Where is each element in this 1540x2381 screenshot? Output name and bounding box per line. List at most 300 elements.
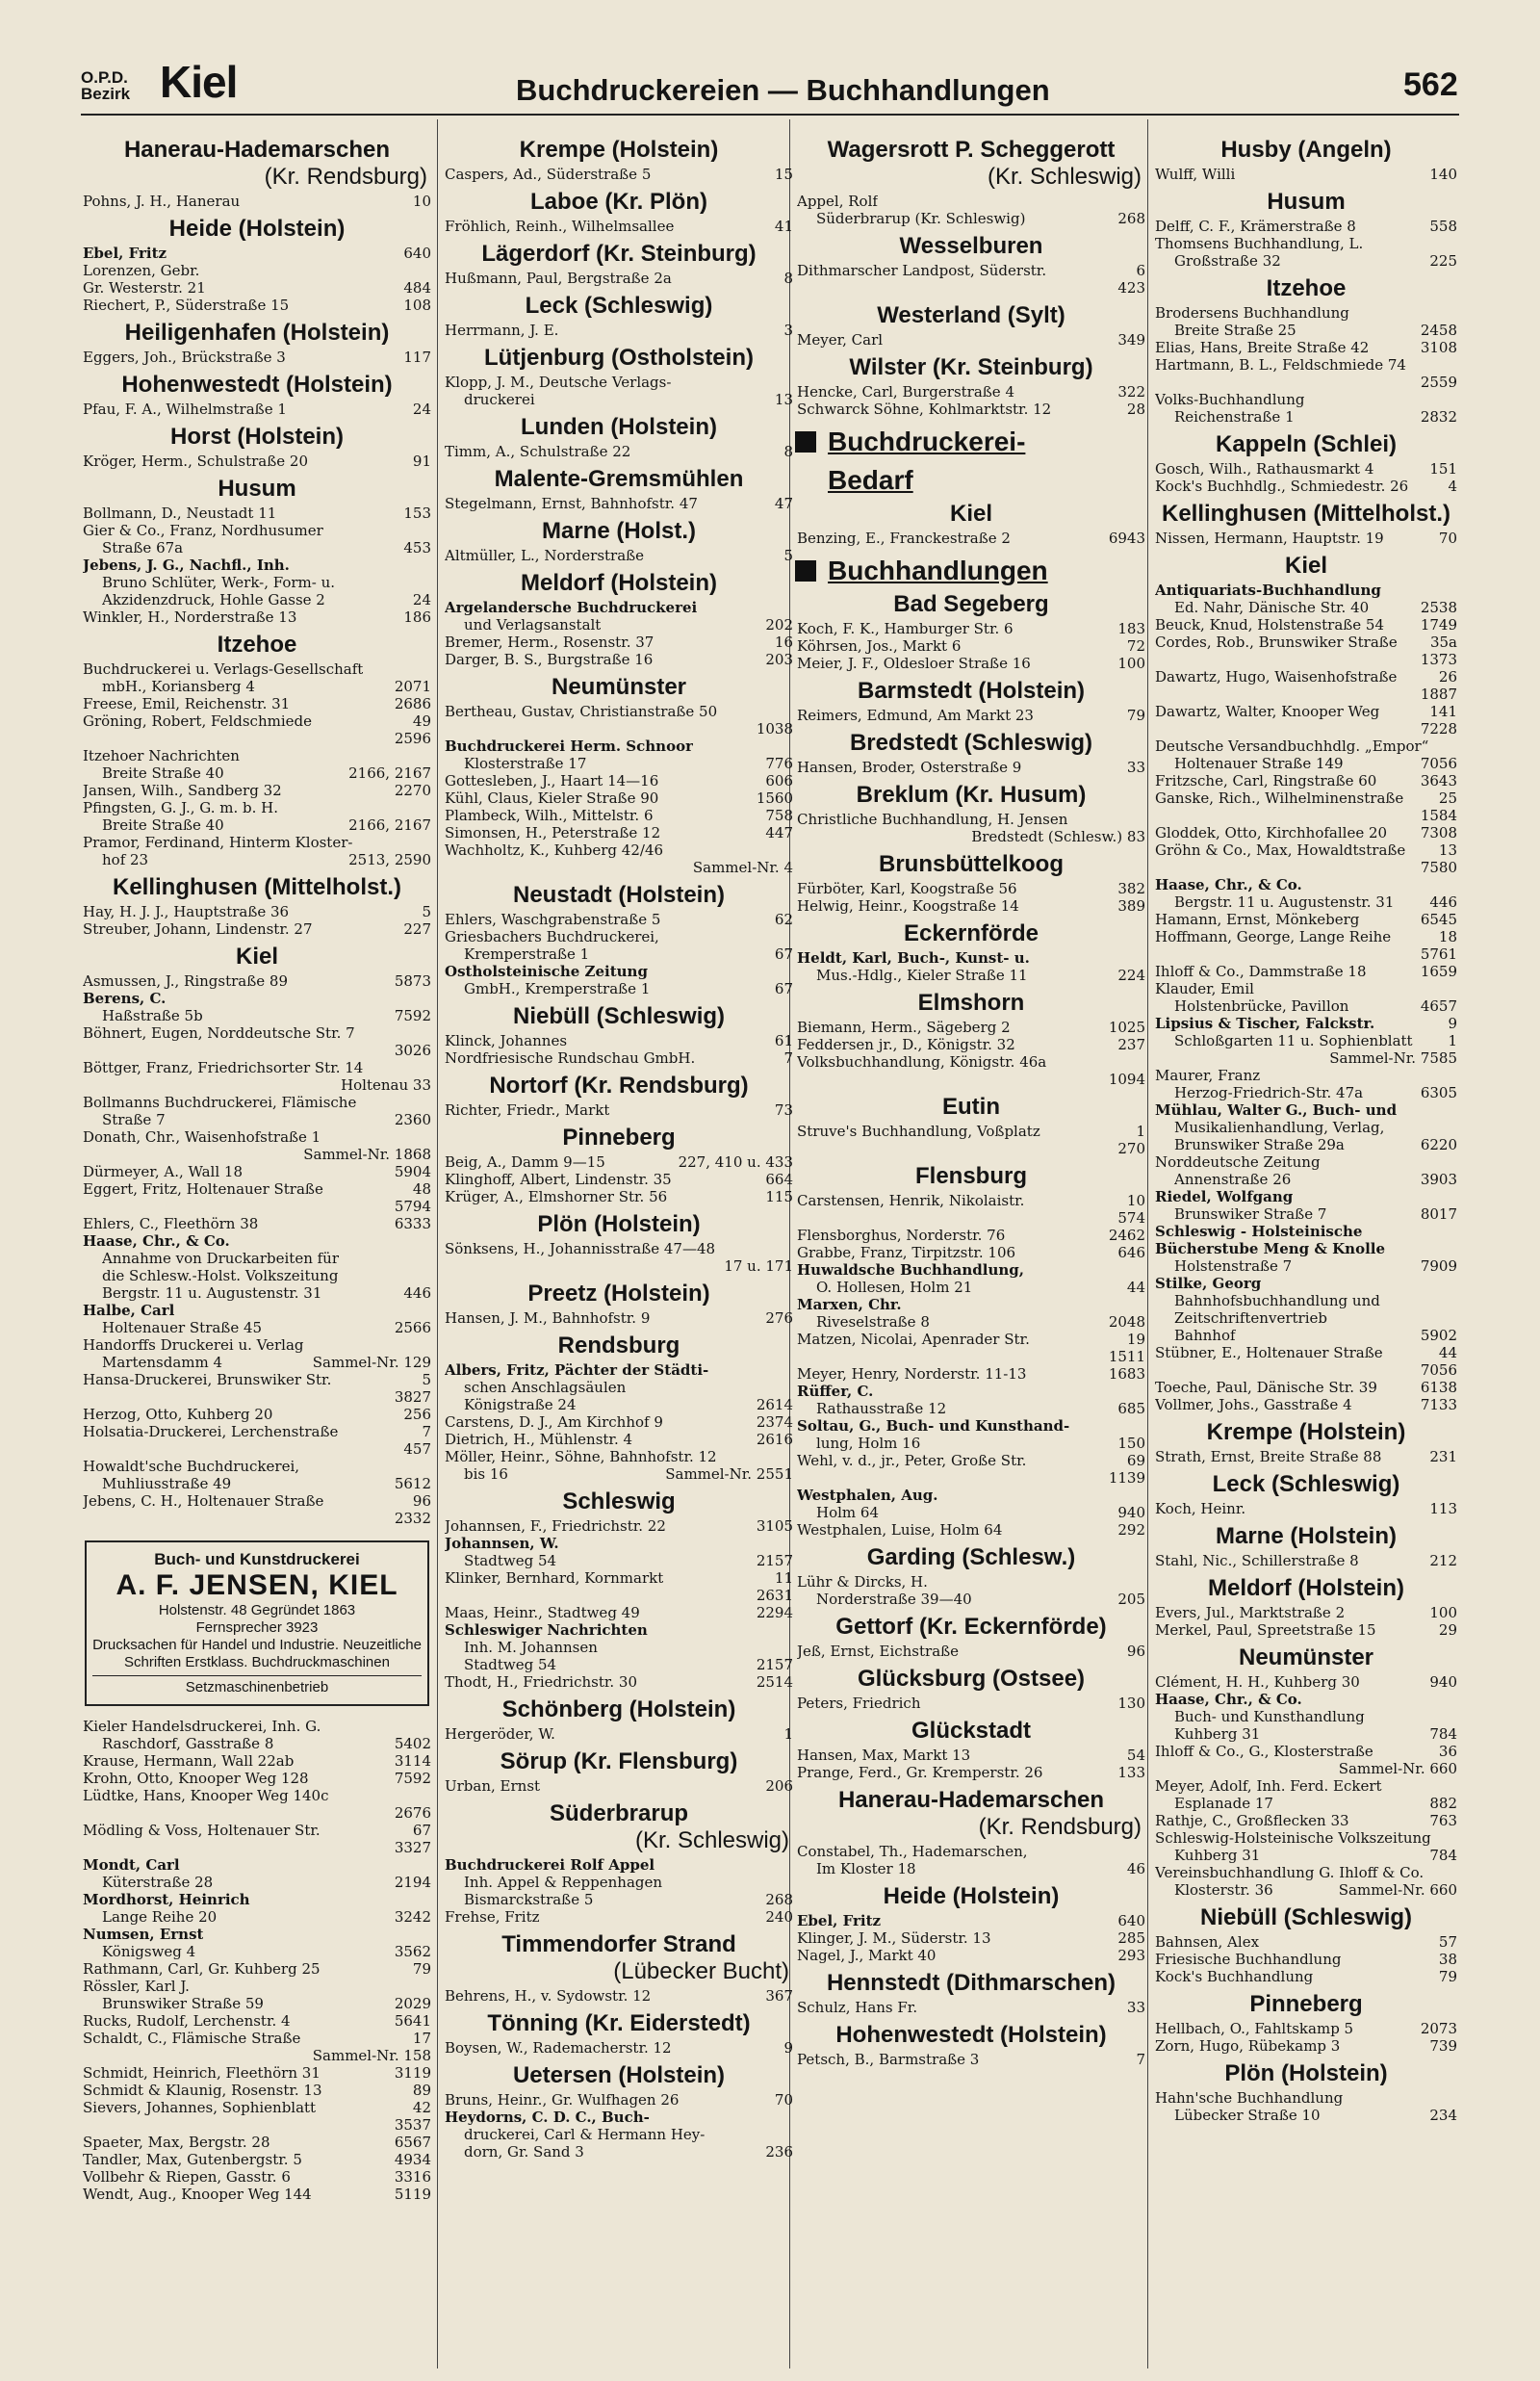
directory-entry — [1153, 1292, 1459, 1309]
entry-name: Vereinsbuchhandlung G. Ihloff & Co. — [1155, 1864, 1424, 1881]
entry-phone: 212 — [1429, 1552, 1457, 1569]
directory-entry — [1153, 252, 1459, 270]
entry-name: Huwaldsche Buchhandlung, — [797, 1261, 1025, 1279]
entry-phone: 5641 — [394, 2012, 431, 2030]
entry-phone: 685 — [1117, 1400, 1145, 1417]
directory-entry — [795, 949, 1147, 967]
location-heading: Malente-Gremsmühlen — [494, 466, 744, 492]
directory-entry — [1153, 876, 1459, 893]
entry-name: Kremperstraße 1 — [464, 945, 590, 963]
directory-entry — [1153, 1847, 1459, 1864]
entry-phone: 2270 — [394, 782, 431, 799]
entry-phone: 61 — [774, 1032, 793, 1049]
directory-entry — [443, 1874, 795, 1891]
ad-line: Fernsprecher 3923 — [195, 1619, 319, 1636]
directory-entry — [443, 1569, 795, 1587]
entry-phone: 38 — [1438, 1951, 1457, 1968]
ad-line: Buch- und Kunstdruckerei — [154, 1550, 360, 1568]
entry-name: Schmidt, Heinrich, Fleethörn 31 — [83, 2064, 321, 2082]
opd-label: O.P.D. — [81, 68, 128, 87]
entry-phone: 8017 — [1420, 1205, 1457, 1223]
location-heading: Lägerdorf (Kr. Steinburg) — [481, 241, 757, 267]
entry-phone: 13 — [1438, 841, 1457, 859]
entry-phone: 17 — [412, 2030, 431, 2047]
location-heading: Niebüll (Schleswig) — [512, 1003, 726, 1029]
directory-entry — [1153, 1188, 1459, 1205]
ad-company-name: A. F. JENSEN, KIEL — [116, 1569, 398, 1601]
column-divider — [437, 119, 438, 2368]
entry-phone: Sammel-Nr. 660 — [1338, 1881, 1457, 1899]
entry-name: Zorn, Hugo, Rübekamp 3 — [1155, 2037, 1341, 2055]
section-title: Bedarf — [828, 465, 913, 495]
directory-entry — [1153, 1760, 1459, 1777]
directory-entry — [443, 1725, 795, 1743]
entry-name: Ehlers, Waschgrabenstraße 5 — [445, 911, 661, 928]
directory-entry — [1153, 772, 1459, 789]
directory-entry — [443, 1171, 795, 1188]
entry-name: Schloßgarten 11 u. Sophienblatt — [1174, 1032, 1413, 1049]
directory-entry — [81, 1926, 433, 1943]
entry-phone: 1139 — [1108, 1469, 1145, 1487]
entry-phone: 225 — [1429, 252, 1457, 270]
entry-phone: 293 — [1117, 1947, 1145, 1964]
entry-name: Zeitschriftenvertrieb — [1174, 1309, 1327, 1327]
location-heading: Elmshorn — [917, 990, 1025, 1016]
entry-name: Klopp, J. M., Deutsche Verlags- — [445, 374, 672, 391]
page-header — [0, 0, 1540, 123]
entry-phone: 24 — [412, 401, 431, 418]
directory-entry — [1153, 1951, 1459, 1968]
entry-name: Heldt, Karl, Buch-, Kunst- u. — [797, 949, 1030, 967]
entry-phone: 423 — [1117, 279, 1145, 297]
entry-phone: 382 — [1117, 880, 1145, 897]
entry-name: dorn, Gr. Sand 3 — [464, 2143, 584, 2161]
directory-entry — [443, 1448, 795, 1465]
entry-phone: 882 — [1429, 1795, 1457, 1812]
directory-entry — [81, 1770, 433, 1787]
directory-entry — [81, 1787, 433, 1804]
directory-entry — [81, 1995, 433, 2012]
entry-name: Wulff, Willi — [1155, 166, 1236, 183]
entry-phone: 231 — [1429, 1448, 1457, 1465]
entry-phone: 2832 — [1420, 408, 1457, 426]
directory-entry — [81, 556, 433, 574]
directory-entry — [443, 1379, 795, 1396]
directory-entry — [1153, 1396, 1459, 1413]
entry-phone: 42 — [412, 2099, 431, 2116]
directory-entry — [1153, 1500, 1459, 1517]
entry-name: Dawartz, Walter, Knooper Weg — [1155, 703, 1380, 720]
directory-entry — [81, 2151, 433, 2168]
entry-phone: 44 — [1126, 1279, 1145, 1296]
directory-entry — [1153, 1205, 1459, 1223]
entry-name: Großstraße 32 — [1174, 252, 1281, 270]
entry-name: Freese, Emil, Reichenstr. 31 — [83, 695, 291, 712]
directory-entry — [81, 730, 433, 747]
directory-entry — [795, 1843, 1147, 1860]
entry-phone: 2514 — [756, 1673, 793, 1691]
entry-name: Mondt, Carl — [83, 1856, 180, 1874]
entry-name: GmbH., Kremperstraße 1 — [464, 980, 651, 997]
entry-name: Brunswiker Straße 7 — [1174, 1205, 1327, 1223]
entry-name: Herzog-Friedrich-Str. 47a — [1174, 1084, 1364, 1101]
entry-name: Hansen, Broder, Osterstraße 9 — [797, 759, 1022, 776]
entry-phone: 6 — [1136, 262, 1145, 279]
location-heading: Pinneberg — [562, 1125, 676, 1151]
entry-phone: 1659 — [1420, 963, 1457, 980]
entry-name: Möller, Heinr., Söhne, Bahnhofstr. 12 — [445, 1448, 717, 1465]
entry-phone: 151 — [1429, 460, 1457, 478]
entry-phone: Sammel-Nr. 4 — [692, 859, 793, 876]
entry-phone: 3026 — [394, 1042, 431, 1059]
directory-entry — [1153, 1621, 1459, 1639]
entry-name: Toeche, Paul, Dänische Str. 39 — [1155, 1379, 1377, 1396]
entry-name: Rathje, C., Großflecken 33 — [1155, 1812, 1349, 1829]
location-subheading: (Lübecker Bucht) — [613, 1958, 789, 1984]
entry-phone: 19 — [1126, 1331, 1145, 1348]
entry-phone: 2332 — [394, 1510, 431, 1527]
entry-phone: 7 — [1136, 2051, 1145, 2068]
directory-entry — [1153, 478, 1459, 495]
entry-name: Annenstraße 26 — [1174, 1171, 1292, 1188]
location-heading: Garding (Schlesw.) — [866, 1544, 1076, 1570]
directory-entry — [443, 824, 795, 841]
directory-entry — [81, 1094, 433, 1111]
directory-entry — [81, 2012, 433, 2030]
location-heading: Tönning (Kr. Eiderstedt) — [487, 2010, 751, 2036]
entry-name: Simonsen, H., Peterstraße 12 — [445, 824, 661, 841]
location-heading: Hennstedt (Dithmarschen) — [826, 1970, 1116, 1996]
entry-phone: 3114 — [394, 1752, 431, 1770]
entry-name: Darger, B. S., Burgstraße 16 — [445, 651, 654, 668]
directory-entry — [1153, 928, 1459, 945]
directory-entry — [443, 1240, 795, 1257]
directory-entry — [443, 651, 795, 668]
entry-name: Königsweg 4 — [102, 1943, 196, 1960]
entry-name: Soltau, G., Buch- und Kunsthand- — [797, 1417, 1070, 1435]
directory-entry — [795, 1209, 1147, 1227]
entry-phone: 70 — [774, 2091, 793, 2109]
location-heading: Niebüll (Schleswig) — [1199, 1904, 1413, 1930]
entry-name: Fröhlich, Reinh., Wilhelmsallee — [445, 218, 675, 235]
entry-phone: 1025 — [1108, 1019, 1145, 1036]
entry-name: Bertheau, Gustav, Christianstraße 50 — [445, 703, 718, 720]
entry-phone: 67 — [774, 945, 793, 963]
ad-line: Setzmaschinenbetrieb — [92, 1675, 422, 1696]
directory-entry — [443, 720, 795, 738]
location-heading: Neumünster — [551, 674, 687, 700]
entry-phone: 763 — [1429, 1812, 1457, 1829]
directory-entry — [81, 1943, 433, 1960]
directory-entry — [81, 1284, 433, 1302]
entry-name: Holtenauer Straße 45 — [102, 1319, 263, 1336]
directory-entry — [443, 807, 795, 824]
directory-entry — [81, 1960, 433, 1978]
entry-name: Fürböter, Karl, Koogstraße 56 — [797, 880, 1017, 897]
ad-line: Drucksachen für Handel und Industrie. Neuzeitliche Schriften Erstklass. Buchdruckmaschinen — [92, 1637, 422, 1670]
entry-name: Norderstraße 39—40 — [816, 1591, 972, 1608]
entry-name: Behrens, H., v. Sydowstr. 12 — [445, 1987, 652, 2005]
directory-entry — [81, 2082, 433, 2099]
location-heading: Flensburg — [914, 1163, 1027, 1189]
entry-name: Dürmeyer, A., Wall 18 — [83, 1163, 244, 1180]
entry-name: Küterstraße 28 — [102, 1874, 214, 1891]
entry-phone: 100 — [1117, 655, 1145, 672]
entry-phone: Sammel-Nr. 660 — [1338, 1760, 1457, 1777]
directory-entry — [1153, 166, 1459, 183]
entry-phone: 113 — [1429, 1500, 1457, 1517]
directory-entry — [1153, 1136, 1459, 1153]
directory-entry — [443, 1413, 795, 1431]
directory-entry — [81, 1874, 433, 1891]
directory-entry — [81, 1752, 433, 1770]
entry-name: Kröger, Herm., Schulstraße 20 — [83, 453, 308, 470]
entry-name: Koch, Heinr. — [1155, 1500, 1246, 1517]
directory-entry — [1153, 841, 1459, 859]
directory-entry — [795, 1521, 1147, 1539]
entry-phone: 237 — [1117, 1036, 1145, 1053]
entry-phone: 3903 — [1420, 1171, 1457, 1188]
entry-name: Tandler, Max, Gutenbergstr. 5 — [83, 2151, 302, 2168]
directory-entry — [795, 1764, 1147, 1781]
entry-name: Holstenbrücke, Pavillon — [1174, 997, 1349, 1015]
entry-name: Nissen, Hermann, Hauptstr. 19 — [1155, 530, 1384, 547]
directory-entry — [443, 599, 795, 616]
entry-phone: 6220 — [1420, 1136, 1457, 1153]
directory-entry — [81, 782, 433, 799]
page-number: 562 — [1403, 66, 1458, 103]
entry-phone: Holtenau 33 — [341, 1076, 431, 1094]
entry-phone: 5794 — [394, 1198, 431, 1215]
entry-phone: 36 — [1438, 1743, 1457, 1760]
directory-entry — [795, 1192, 1147, 1209]
directory-entry — [443, 1465, 795, 1483]
entry-name: Asmussen, J., Ringstraße 89 — [83, 972, 288, 990]
entry-phone: 2566 — [394, 1319, 431, 1336]
directory-entry — [1153, 1552, 1459, 1569]
directory-entry — [795, 897, 1147, 915]
entry-phone: 574 — [1117, 1209, 1145, 1227]
directory-entry — [443, 1188, 795, 1205]
entry-name: Meyer, Carl — [797, 331, 884, 349]
entry-name: Streuber, Johann, Lindenstr. 27 — [83, 920, 313, 938]
entry-phone: 1 — [1448, 1032, 1457, 1049]
directory-entry — [1153, 235, 1459, 252]
entry-name: Inh. M. Johannsen — [464, 1639, 598, 1656]
directory-entry — [443, 1673, 795, 1691]
entry-name: Schleswiger Nachrichten — [445, 1621, 648, 1639]
entry-name: Ihloff & Co., Dammstraße 18 — [1155, 963, 1367, 980]
directory-entry — [1153, 616, 1459, 634]
entry-name: Holtenauer Straße 149 — [1174, 755, 1344, 772]
directory-entry — [1153, 911, 1459, 928]
entry-phone: 758 — [765, 807, 793, 824]
directory-entry — [81, 279, 433, 297]
location-heading: Marne (Holst.) — [541, 518, 696, 544]
entry-phone: 4 — [1448, 478, 1457, 495]
entry-name: Hansen, Max, Markt 13 — [797, 1747, 971, 1764]
entry-name: Mus.-Hdlg., Kieler Straße 11 — [816, 967, 1028, 984]
directory-entry — [81, 2047, 433, 2064]
entry-name: Klinck, Johannes — [445, 1032, 568, 1049]
entry-name: Dithmarscher Landpost, Süderstr. — [797, 262, 1047, 279]
directory-entry — [1153, 859, 1459, 876]
entry-name: bis 16 — [464, 1465, 508, 1483]
entry-name: Donath, Chr., Waisenhofstraße 1 — [83, 1128, 321, 1146]
entry-phone: 7056 — [1420, 1361, 1457, 1379]
entry-name: Gr. Westerstr. 21 — [83, 279, 206, 297]
directory-entry — [81, 920, 433, 938]
directory-entry — [795, 1140, 1147, 1157]
entry-name: Klosterstr. 36 — [1174, 1881, 1273, 1899]
entry-phone: 3242 — [394, 1908, 431, 1926]
entry-name: Strath, Ernst, Breite Straße 88 — [1155, 1448, 1382, 1465]
entry-phone: 4934 — [394, 2151, 431, 2168]
directory-entry — [443, 1552, 795, 1569]
entry-name: Reichenstraße 1 — [1174, 408, 1295, 426]
directory-entry — [81, 297, 433, 314]
entry-phone: 5902 — [1420, 1327, 1457, 1344]
entry-phone: 2458 — [1420, 322, 1457, 339]
entry-name: Stilke, Georg — [1155, 1275, 1262, 1292]
entry-name: Hergeröder, W. — [445, 1725, 555, 1743]
directory-entry — [443, 2091, 795, 2109]
entry-name: schen Anschlagsäulen — [464, 1379, 627, 1396]
entry-name: Hencke, Carl, Burgerstraße 4 — [797, 383, 1014, 401]
entry-phone: 96 — [1126, 1643, 1145, 1660]
directory-entry — [1153, 668, 1459, 686]
directory-entry — [1153, 1777, 1459, 1795]
location-heading: Hohenwestedt (Holstein) — [835, 2022, 1107, 2048]
entry-phone: 24 — [412, 591, 431, 608]
city-name: Kiel — [160, 57, 238, 107]
location-heading: Nortorf (Kr. Rendsburg) — [489, 1073, 749, 1099]
entry-name: Beig, A., Damm 9—15 — [445, 1153, 605, 1171]
directory-entry — [795, 1123, 1147, 1140]
entry-phone: 6333 — [394, 1215, 431, 1232]
location-heading: Hanerau-Hademarschen — [123, 137, 391, 163]
entry-name: Merkel, Paul, Spreetstraße 15 — [1155, 1621, 1376, 1639]
entry-name: Meyer, Adolf, Inh. Ferd. Eckert — [1155, 1777, 1382, 1795]
directory-entry — [795, 383, 1147, 401]
entry-phone: 108 — [403, 297, 431, 314]
location-subheading: (Kr. Rendsburg) — [264, 164, 427, 190]
entry-phone: 79 — [412, 1960, 431, 1978]
directory-entry — [443, 322, 795, 339]
directory-entry — [1153, 1795, 1459, 1812]
entry-name: Timm, A., Schulstraße 22 — [445, 443, 631, 460]
directory-entry — [443, 1431, 795, 1448]
directory-entry — [81, 1856, 433, 1874]
entry-phone: 484 — [403, 279, 431, 297]
directory-entry — [443, 859, 795, 876]
directory-entry — [81, 1128, 433, 1146]
location-heading: Schleswig — [562, 1488, 676, 1514]
directory-entry — [81, 539, 433, 556]
location-heading: Rendsburg — [557, 1333, 680, 1359]
directory-entry — [81, 608, 433, 626]
entry-phone: 5119 — [394, 2186, 431, 2203]
entry-name: O. Hollesen, Holm 21 — [816, 1279, 973, 1296]
directory-entry — [81, 1319, 433, 1336]
entry-name: druckerei — [464, 391, 535, 408]
directory-entry — [81, 1232, 433, 1250]
entry-name: Schmidt & Klaunig, Rosenstr. 13 — [83, 2082, 322, 2099]
entry-name: Hahn'sche Buchhandlung — [1155, 2089, 1344, 2107]
directory-entry — [795, 1487, 1147, 1504]
entry-name: Vollmer, Johs., Gasstraße 4 — [1155, 1396, 1352, 1413]
directory-entry — [1153, 1691, 1459, 1708]
directory-entry — [1153, 789, 1459, 807]
entry-name: Bücherstube Meng & Knolle — [1155, 1240, 1386, 1257]
entry-name: Carstens, D. J., Am Kirchhof 9 — [445, 1413, 663, 1431]
entry-phone: 2071 — [394, 678, 431, 695]
entry-phone: 7 — [783, 1049, 793, 1067]
directory-entry — [1153, 1084, 1459, 1101]
directory-entry — [443, 2109, 795, 2126]
directory-entry — [1153, 1015, 1459, 1032]
entry-name: Holstenstraße 7 — [1174, 1257, 1293, 1275]
directory-entry — [443, 1856, 795, 1874]
directory-entry — [1153, 1067, 1459, 1084]
entry-phone: 5612 — [394, 1475, 431, 1492]
entry-phone: 2686 — [394, 695, 431, 712]
directory-entry — [81, 505, 433, 522]
entry-phone: 7056 — [1420, 755, 1457, 772]
directory-entry — [795, 1019, 1147, 1036]
entry-name: Heydorns, C. D. C., Buch- — [445, 2109, 650, 2126]
location-subheading: (Kr. Rendsburg) — [978, 1814, 1142, 1840]
entry-name: Friesische Buchhandlung — [1155, 1951, 1342, 1968]
entry-phone: 1 — [1136, 1123, 1145, 1140]
entry-name: Pohns, J. H., Hanerau — [83, 193, 241, 210]
location-heading: Meldorf (Holstein) — [1208, 1575, 1404, 1601]
location-heading: Sörup (Kr. Flensburg) — [500, 1748, 738, 1774]
entry-name: Maurer, Franz — [1155, 1067, 1261, 1084]
entry-name: Muhliusstraße 49 — [102, 1475, 232, 1492]
column-1 — [81, 131, 433, 2203]
entry-name: Wendt, Aug., Knooper Weg 144 — [83, 2186, 312, 2203]
entry-name: Albers, Fritz, Pächter der Städti- — [445, 1361, 709, 1379]
directory-entry — [443, 1987, 795, 2005]
location-heading: Bredstedt (Schleswig) — [849, 730, 1093, 756]
directory-entry — [443, 1396, 795, 1413]
entry-phone: 2194 — [394, 1874, 431, 1891]
location-heading: Kiel — [235, 944, 278, 970]
entry-phone: 3827 — [394, 1388, 431, 1406]
entry-phone: 44 — [1438, 1344, 1457, 1361]
directory-entry — [443, 1257, 795, 1275]
directory-entry — [443, 634, 795, 651]
entry-name: Brodersens Buchhandlung — [1155, 304, 1349, 322]
directory-entry — [443, 374, 795, 391]
entry-name: Akzidenzdruck, Hohle Gasse 2 — [102, 591, 325, 608]
location-heading: Eutin — [942, 1094, 1000, 1120]
entry-name: Ganske, Rich., Wilhelminenstraße — [1155, 789, 1404, 807]
directory-entry — [795, 655, 1147, 672]
entry-phone: 367 — [765, 1987, 793, 2005]
directory-entry — [795, 880, 1147, 897]
entry-name: Volksbuchhandlung, Königstr. 46a — [797, 1053, 1047, 1071]
entry-name: Krohn, Otto, Knooper Weg 128 — [83, 1770, 309, 1787]
entry-phone: 150 — [1117, 1435, 1145, 1452]
directory-entry — [443, 1639, 795, 1656]
entry-name: Jeß, Ernst, Eichstraße — [797, 1643, 960, 1660]
directory-entry — [795, 811, 1147, 828]
entry-name: Berens, C. — [83, 990, 167, 1007]
entry-name: Bergstr. 11 u. Augustenstr. 31 — [102, 1284, 322, 1302]
directory-entry — [81, 2064, 433, 2082]
